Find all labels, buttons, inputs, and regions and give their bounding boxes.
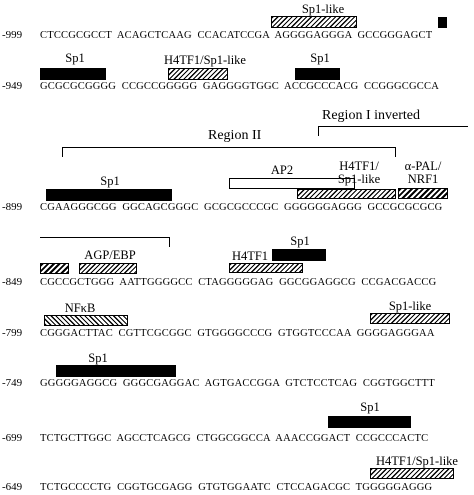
sequence-row-3: CGAAGGGCGG GGCAGCGGGC GCGCGCCCGC GGGGGGAGGG GCCGCGCGCG bbox=[40, 202, 443, 213]
label-ap2-899: AP2 bbox=[270, 163, 294, 177]
site-left-hatched-849 bbox=[40, 263, 69, 274]
label-h4tf1-849: H4TF1 bbox=[231, 249, 269, 263]
sequence-row-1: CTCCGCGCCT ACAGCTCAAG CCACATCCGA AGGGGAGGGA GCCGGGAGCT bbox=[40, 30, 433, 41]
label-h4tf1-sp1-like-899-line2: Sp1-like bbox=[337, 172, 381, 186]
site-h4tf1-sp1-like-649 bbox=[370, 468, 454, 479]
label-sp1-949a: Sp1 bbox=[65, 51, 85, 65]
label-sp1-849: Sp1 bbox=[290, 234, 310, 248]
label-sp1-like-799: Sp1-like bbox=[388, 299, 432, 313]
position-row-8: -649 bbox=[2, 481, 23, 493]
position-row-4: -849 bbox=[2, 276, 23, 288]
position-row-3: -899 bbox=[2, 201, 23, 213]
label-agp-ebp: AGP/EBP bbox=[84, 248, 136, 262]
bracket-region-i-inverted-tick bbox=[318, 126, 319, 136]
sequence-row-7: TCTGCTTGGC AGCCTCAGCG CTGGCGGCCA AAACCGGACT CCGCCCACTC bbox=[40, 433, 429, 444]
site-alpha-pal-nrf1 bbox=[398, 188, 448, 199]
sequence-row-6: GGGGGAGGCG GGGCGAGGAC AGTGACCGGA GTCTCCTCAG CGGTGGCTTT bbox=[40, 378, 435, 389]
position-row-2: -949 bbox=[2, 80, 23, 92]
label-h4tf1-sp1-like-899-line1: H4TF1/ bbox=[339, 159, 379, 173]
position-row-5: -799 bbox=[2, 327, 23, 339]
site-h4tf1-849 bbox=[229, 263, 303, 273]
bracket-region-ii-tick-left bbox=[62, 147, 63, 157]
label-h4tf1-sp1-like-649: H4TF1/Sp1-like bbox=[376, 454, 458, 468]
position-row-6: -749 bbox=[2, 377, 23, 389]
bracket-region-ii-tick-right bbox=[395, 147, 396, 157]
sequence-row-2: GCGCGCGGGG CCGCCGGGGG GAGGGGTGGC ACCGCCCACG CCGGGCGCCA bbox=[40, 81, 439, 92]
site-sp1-749 bbox=[56, 365, 176, 377]
site-sp1-899 bbox=[46, 189, 172, 201]
site-sp1-849 bbox=[272, 249, 326, 261]
sequence-row-4: CGCCGCTGGG AATTGGGGCC CTAGGGGGAG GGCGGAGGCG CCGACGACCG bbox=[40, 277, 437, 288]
sequence-row-5: CGGGACTTAC CGTTCGCGGC GTGGGGCCCG GTGGTCCCAA GGGGAGGGAA bbox=[40, 328, 435, 339]
label-region-ii: Region II bbox=[208, 128, 262, 143]
site-sp1-949b bbox=[295, 68, 340, 80]
site-solid-mark-999 bbox=[438, 17, 447, 28]
label-sp1-949b: Sp1 bbox=[310, 51, 330, 65]
site-sp1-949a bbox=[40, 68, 106, 80]
label-alpha-pal-nrf1-line1: α-PAL/ bbox=[404, 159, 442, 173]
sequence-row-8: TCTGCCCCTG CGGTGCGAGG GTGTGGAATC CTCCAGACGC TGGGGGAGGG bbox=[40, 482, 433, 493]
bracket-region-continuation-tick bbox=[169, 237, 170, 247]
bracket-region-i-inverted bbox=[318, 126, 468, 127]
bracket-region-ii bbox=[62, 147, 396, 148]
site-sp1-699 bbox=[328, 416, 411, 428]
site-sp1-like-999 bbox=[271, 16, 357, 28]
label-sp1-749: Sp1 bbox=[88, 351, 108, 365]
label-sp1-699: Sp1 bbox=[360, 400, 380, 414]
site-h4tf1-sp1-like-899 bbox=[297, 189, 396, 199]
site-h4tf1-sp1-like-949 bbox=[168, 68, 228, 80]
label-nfkb: NFκB bbox=[64, 301, 96, 315]
site-agp-ebp bbox=[79, 263, 137, 274]
label-h4tf1-sp1-like-949: H4TF1/Sp1-like bbox=[164, 53, 246, 67]
label-alpha-pal-nrf1-line2: NRF1 bbox=[407, 172, 439, 186]
label-sp1-like-999: Sp1-like bbox=[301, 2, 345, 16]
site-sp1-like-799 bbox=[370, 313, 450, 324]
label-region-i-inverted: Region I inverted bbox=[322, 108, 420, 123]
position-row-1: -999 bbox=[2, 29, 23, 41]
position-row-7: -699 bbox=[2, 432, 23, 444]
bracket-region-continuation bbox=[40, 237, 170, 238]
label-sp1-899: Sp1 bbox=[100, 174, 120, 188]
site-nfkb bbox=[44, 315, 128, 326]
